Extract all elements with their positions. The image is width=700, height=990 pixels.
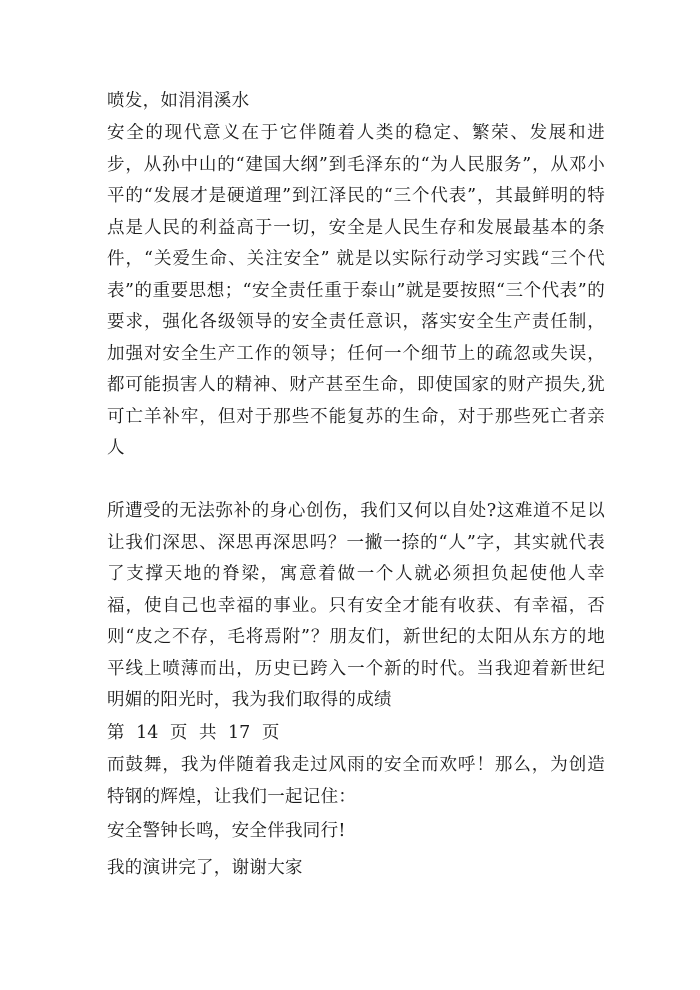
page-number-footer: 第 14 页 共 17 页 — [107, 723, 280, 743]
paragraph-reflection: 所遭受的无法弥补的身心创伤，我们又何以自处?这难道不足以让我们深思、深思再深思吗？一撇一捺的“人”字，其实就代表了支撑天地的脊梁，寓意着做一个人就必须担负起使他人幸福，使自己也幸福的事业。只有安全才能有收获、有幸福，否则“皮之不存，毛将焉附”？朋友们，新世纪的太阳从东方的地平线上喷薄而出，历史已跨入一个新的时代。当我迎着新世纪明媚的阳光时，我为我们取得的成绩 — [107, 501, 605, 710]
paragraph-applause: 而鼓舞，我为伴随着我走过风雨的安全而欢呼！那么，为创造特钢的辉煌，让我们一起记住： — [107, 755, 605, 807]
paragraph-intro: 喷发，如涓涓溪水 — [107, 91, 250, 111]
paragraph-closing: 我的演讲完了，谢谢大家 — [107, 858, 303, 878]
paragraph-safety-meaning: 安全的现代意义在于它伴随着人类的稳定、繁荣、发展和进步，从孙中山的“建国大纲”到毛泽东的“为人民服务”，从邓小平的“发展才是硬道理”到江泽民的“三个代表”，其最鲜明的特点是人民的利益高于一切，安全是人民生存和发展最基本的条件，“关爱生命、关注安全” 就是以实际行动学习实践“三个代表”的重要思想；“安全责任重于泰山”就是要按照“三个代表”的要求，强化各级领导的安全责任意识，落实安全生产责任制，加强对安全生产工作的领导；任何一个细节上的疏忽或失误，都可能损害人的精神、财产甚至生命，即使国家的财产损失,犹可亡羊补牢，但对于那些不能复苏的生命，对于那些死亡者亲人 — [107, 123, 605, 458]
paragraph-slogan: 安全警钟长鸣，安全伴我同行! — [107, 821, 346, 841]
